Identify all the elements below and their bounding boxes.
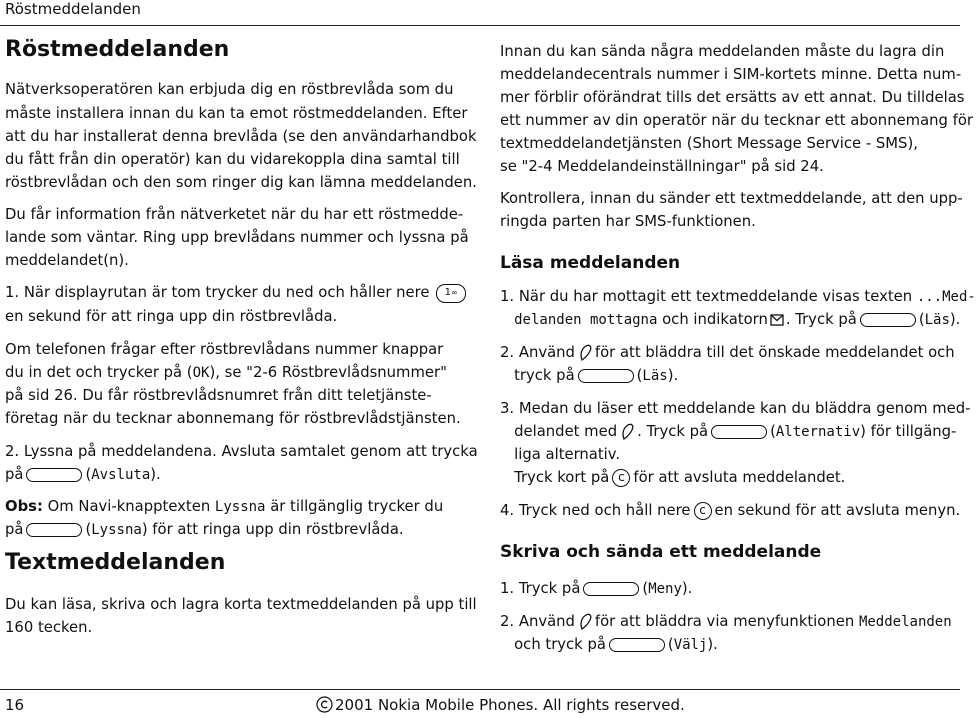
obs-label: Obs:: [5, 498, 43, 515]
read-step-3-line: 3. Medan du läser ett meddelande kan du bläddra genom med-: [500, 400, 971, 417]
display-text-messages-received: ...Med-: [916, 289, 976, 305]
display-text-ok: OK: [192, 365, 210, 381]
info-line: meddelandet(n).: [5, 252, 129, 269]
selection-key-icon: [578, 369, 634, 383]
sms-intro-line: textmeddelandetjänsten (Short Message Service - SMS),: [500, 135, 918, 152]
heading-voice-messages: Röstmeddelanden: [5, 37, 230, 62]
footer-rule: [0, 689, 960, 690]
selection-key-icon: [26, 523, 82, 537]
text-intro-line: Du kan läsa, skriva och lagra korta textmeddelanden på upp till: [5, 596, 477, 613]
voicemail-mark-icon: ∞: [451, 287, 458, 297]
header-rule: [0, 25, 960, 26]
heading-write-message: Skriva och sända ett meddelande: [500, 542, 822, 562]
sms-intro-line: mer förblir oförändrat tills det ersätts av ett annat. Du tilldelas: [500, 89, 965, 106]
clear-key-icon: c: [612, 469, 630, 487]
obs-line: Obs: Om Navi-knapptexten Lyssna är tillgänglig trycker du: [5, 498, 444, 515]
sms-check-line: Kontrollera, innan du sänder ett textmeddelande, att den upp-: [500, 190, 963, 207]
step-1-text: 1. När displayrutan är tom trycker du ned och håller nere: [5, 284, 430, 301]
clear-key-icon: c: [694, 502, 712, 520]
step-1-line: en sekund för att ringa upp din röstbrevlåda.: [5, 308, 338, 325]
display-text-meddelanden: Meddelanden: [858, 614, 952, 630]
sms-intro-line: meddelandecentrals nummer i SIM-kortets minne. Detta num-: [500, 66, 962, 83]
read-step-3-line: Tryck kort på c för att avsluta meddelandet.: [514, 469, 846, 486]
step-1-line: [5, 281, 468, 304]
page-number: 16: [5, 696, 25, 714]
display-text-messages-received: delanden mottagna: [514, 312, 658, 328]
scroll-key-icon: [577, 344, 593, 362]
read-step-4-line: 4. Tryck ned och håll nere c en sekund för att avsluta menyn.: [500, 502, 961, 519]
read-step-3-line: liga alternativ.: [514, 446, 621, 463]
display-text-lyssna: Lyssna: [214, 499, 266, 515]
write-step-2-line: 2. Använd för att bläddra via menyfunktionen Meddelanden: [500, 613, 952, 630]
obs-line: på (Lyssna) för att ringa upp din röstbrevlåda.: [5, 521, 404, 538]
display-text-las: Läs: [924, 312, 950, 328]
sms-check-line: ringda parten har SMS-funktionen.: [500, 213, 756, 230]
text-intro-line: 160 tecken.: [5, 619, 93, 636]
key-1-voicemail-icon: [436, 284, 466, 303]
intro-line: att du har installerat denna brevlåda (se den användarhandbok: [5, 128, 477, 145]
envelope-indicator-icon: [770, 314, 784, 326]
running-header: Röstmeddelanden: [5, 0, 141, 18]
read-step-3-line: delandet med . Tryck på (Alternativ) för tillgäng-: [514, 423, 957, 440]
info-line: lande som väntar. Ring upp brevlådans nummer och lyssna på: [5, 229, 469, 246]
step-2-line: på (Avsluta).: [5, 466, 161, 483]
selection-key-icon: [583, 582, 639, 596]
write-step-1-line: 1. Tryck på (Meny).: [500, 580, 693, 597]
key-1-label: 1: [444, 286, 452, 298]
read-step-2-line: 2. Använd för att bläddra till det önskade meddelandet och: [500, 344, 955, 361]
intro-line: röstbrevlådan och den som ringer dig kan lämna meddelanden.: [5, 174, 477, 191]
intro-line: Nätverksoperatören kan erbjuda dig en röstbrevlåda som du: [5, 81, 454, 98]
display-text-avsluta: Avsluta: [91, 467, 151, 483]
display-text-lyssna: Lyssna: [91, 522, 142, 538]
intro-line: du fått från din operatör) kan du vidarekoppla dina samtal till: [5, 151, 460, 168]
display-text-meny: Meny: [648, 581, 682, 597]
selection-key-icon: [860, 313, 916, 327]
sms-intro-line: ett nummer av din operatör när du tecknar ett abonnemang för: [500, 112, 973, 129]
display-text-alternativ: Alternativ: [775, 424, 861, 440]
sms-intro-line: Innan du kan sända några meddelanden måste du lagra din: [500, 43, 945, 60]
step-2-line: 2. Lyssna på meddelandena. Avsluta samtalet genom att trycka: [5, 443, 478, 460]
display-text-las: Läs: [642, 368, 668, 384]
scroll-key-icon: [619, 423, 635, 441]
ask-line: företag när du tecknar abonnemang för röstbrevlådstjänsten.: [5, 410, 461, 427]
selection-key-icon: [26, 468, 82, 482]
heading-text-messages: Textmeddelanden: [5, 550, 226, 575]
read-step-2-line: tryck på (Läs).: [514, 367, 679, 384]
ask-line: på sid 26. Du får röstbrevlådsnumret från ditt teletjänste-: [5, 387, 432, 404]
intro-line: måste installera innan du kan ta emot röstmeddelanden. Efter: [5, 105, 468, 122]
ask-line: du in det och trycker på (OK), se "2-6 Röstbrevlådsnummer": [5, 364, 447, 381]
scroll-key-icon: [577, 613, 593, 631]
read-step-1-line: delanden mottagna och indikatorn . Tryck på (Läs).: [514, 311, 961, 328]
selection-key-icon: [609, 638, 665, 652]
copyright-notice: 2001 Nokia Mobile Phones. All rights reserved.: [316, 696, 685, 714]
info-line: Du får information från nätverketet när du har ett röstmedde-: [5, 206, 464, 223]
ask-line: Om telefonen frågar efter röstbrevlådans nummer knappar: [5, 341, 444, 358]
write-step-2-line: och tryck på (Välj).: [514, 636, 718, 653]
heading-read-messages: Läsa meddelanden: [500, 253, 681, 273]
selection-key-icon: [711, 425, 767, 439]
copyright-icon: [316, 696, 333, 713]
read-step-1-line: 1. När du har mottagit ett textmeddelande visas texten ...Med-: [500, 288, 976, 305]
display-text-valj: Välj: [673, 637, 708, 653]
sms-intro-line: se "2-4 Meddelandeinställningar" på sid 24.: [500, 158, 824, 175]
